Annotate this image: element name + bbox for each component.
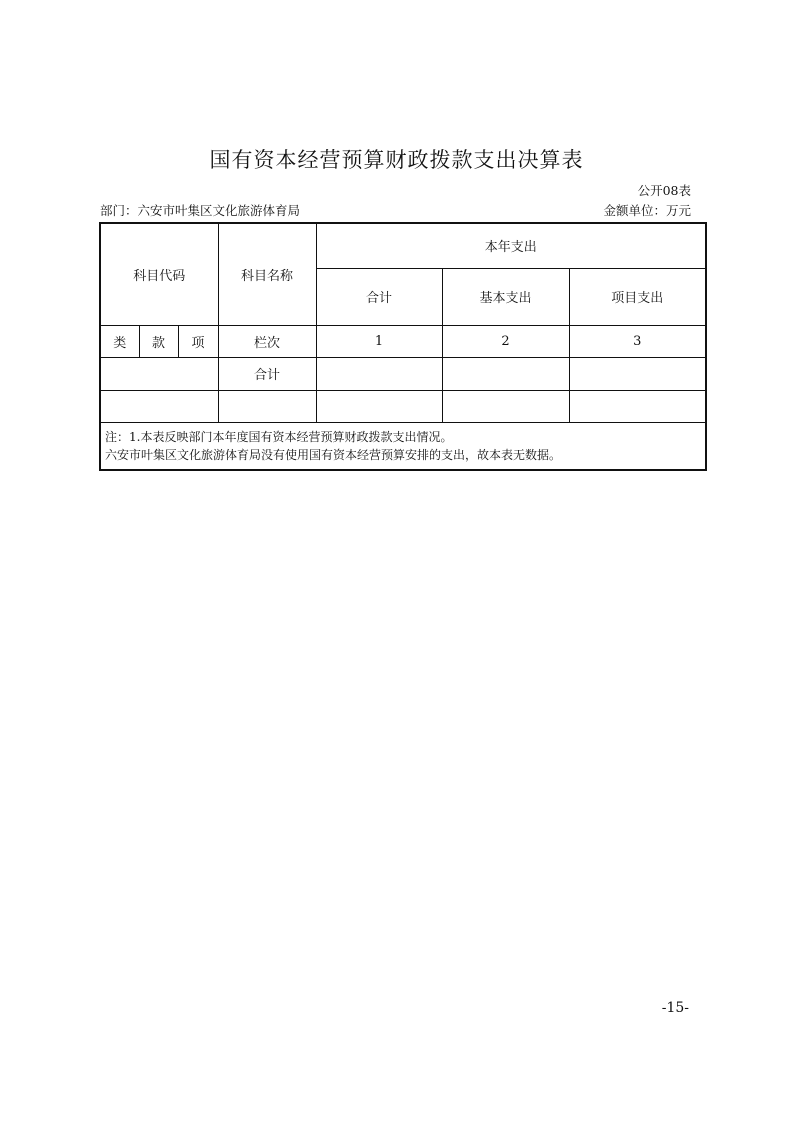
note-cell <box>100 422 706 470</box>
total-project-cell <box>569 357 706 390</box>
column-number-2: 2 <box>442 325 569 357</box>
table-number: 公开08表 <box>637 183 691 198</box>
total-row <box>100 357 706 390</box>
total-row-label: 合计 <box>218 357 316 390</box>
header-item: 项 <box>178 325 218 357</box>
header-category: 类 <box>100 325 139 357</box>
header-subject-code: 科目代码 <box>100 223 218 325</box>
column-number-3: 3 <box>569 325 706 357</box>
header-basic-expense: 基本支出 <box>442 268 569 325</box>
header-column-label: 栏次 <box>218 325 316 357</box>
empty-row <box>100 390 706 422</box>
page-title: 国有资本经营预算财政拨款支出决算表 <box>209 148 584 172</box>
empty-name-cell <box>218 390 316 422</box>
empty-basic-cell <box>442 390 569 422</box>
empty-code-cell <box>100 390 218 422</box>
note-line-1: 注：1.本表反映部门本年度国有资本经营预算财政拨款支出情况。 <box>105 429 453 444</box>
header-subject-name: 科目名称 <box>218 223 316 325</box>
total-value-cell <box>316 357 442 390</box>
header-row-1 <box>100 223 706 268</box>
total-basic-cell <box>442 357 569 390</box>
header-project-expense: 项目支出 <box>569 268 706 325</box>
column-number-1: 1 <box>316 325 442 357</box>
empty-total-cell <box>316 390 442 422</box>
unit-label: 金额单位：万元 <box>603 203 691 218</box>
column-index-row <box>100 325 706 357</box>
page-number: -15- <box>661 1000 689 1016</box>
budget-table <box>99 222 707 471</box>
total-code-cell <box>100 357 218 390</box>
header-current-year-expense: 本年支出 <box>316 223 706 268</box>
department-label: 部门：六安市叶集区文化旅游体育局 <box>100 203 301 218</box>
header-section: 款 <box>139 325 178 357</box>
empty-project-cell <box>569 390 706 422</box>
note-row <box>100 422 706 470</box>
note-line-2: 六安市叶集区文化旅游体育局没有使用国有资本经营预算安排的支出，故本表无数据。 <box>105 447 562 462</box>
header-total: 合计 <box>316 268 442 325</box>
